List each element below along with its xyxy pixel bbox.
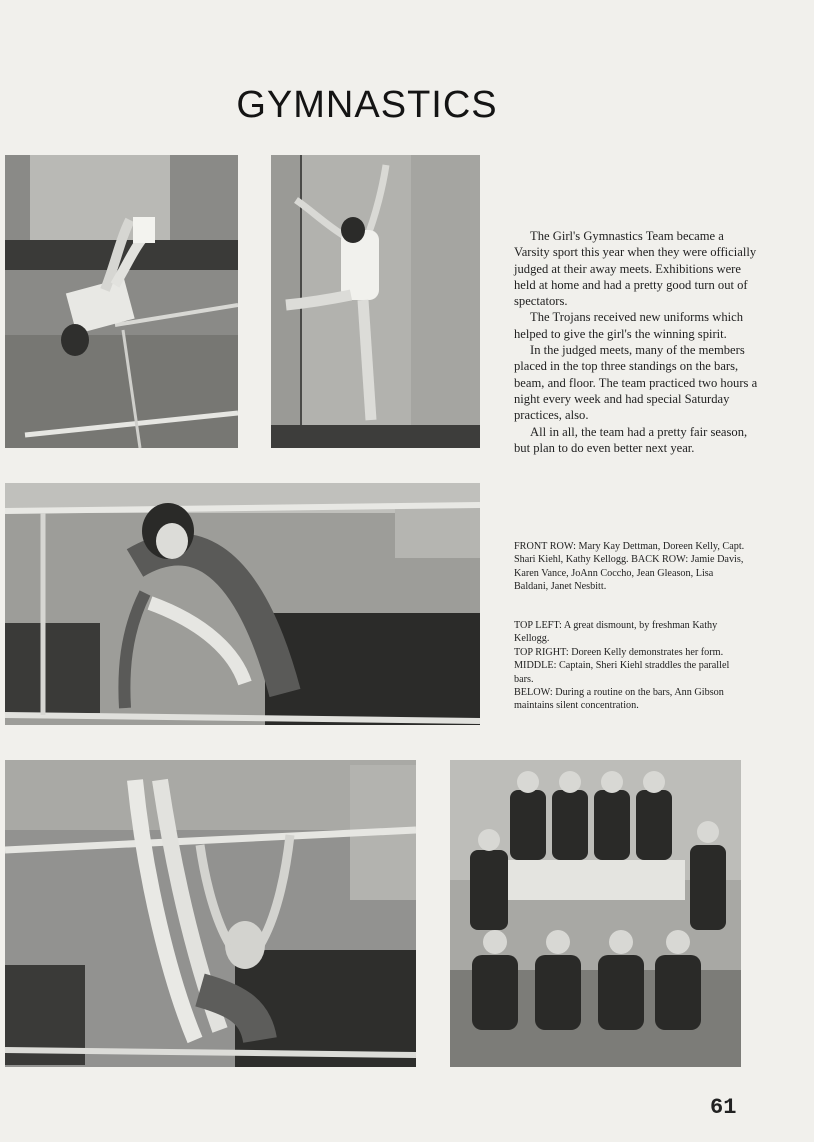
article-text — [514, 228, 760, 456]
article-paragraph-1: The Girl's Gymnastics Team became a Varsity sport this year when they were officially judged at their away meets. Exhibitions were held at home and had a pretty good turn out of spectators. — [514, 229, 757, 309]
photo-team-group — [450, 760, 741, 1067]
article-paragraph-3: In the judged meets, many of the members placed in the top three standings on the bars, beam, and floor. The team practiced two hours a night every week and had special Saturday practices, also. — [514, 343, 758, 423]
article-paragraph-2: The Trojans received new uniforms which helped to give the girl's the winning spirit. — [514, 310, 743, 341]
caption-below: BELOW: During a routine on the bars, Ann Gibson maintains silent concentration. — [514, 687, 724, 712]
photo-top-right-form — [271, 155, 480, 448]
roster-caption-text: FRONT ROW: Mary Kay Dettman, Doreen Kelly, Capt. Shari Kiehl, Kathy Kellogg. BACK ROW: Jamie Davis, Karen Vance, JoAnn Coccho, Jean Gleason, Lisa Baldani, Janet Nesbitt. — [514, 541, 745, 593]
roster-caption — [514, 540, 750, 594]
page-title: GYMNASTICS — [236, 84, 498, 126]
caption-top-right: TOP RIGHT: Doreen Kelly demonstrates her form. — [514, 646, 724, 658]
photo-below-left-bars — [5, 760, 416, 1067]
article-paragraph-4: All in all, the team had a pretty fair season, but plan to do even better next year. — [514, 424, 748, 455]
photo-middle-straddle — [5, 483, 480, 725]
caption-top-left: TOP LEFT: A great dismount, by freshman Kathy Kellogg. — [514, 620, 718, 645]
photo-top-left-dismount — [5, 155, 238, 448]
photo-captions — [514, 619, 750, 713]
caption-middle: MIDDLE: Captain, Sheri Kiehl straddles the parallel bars. — [514, 660, 730, 685]
page-number: 61 — [710, 1095, 737, 1120]
